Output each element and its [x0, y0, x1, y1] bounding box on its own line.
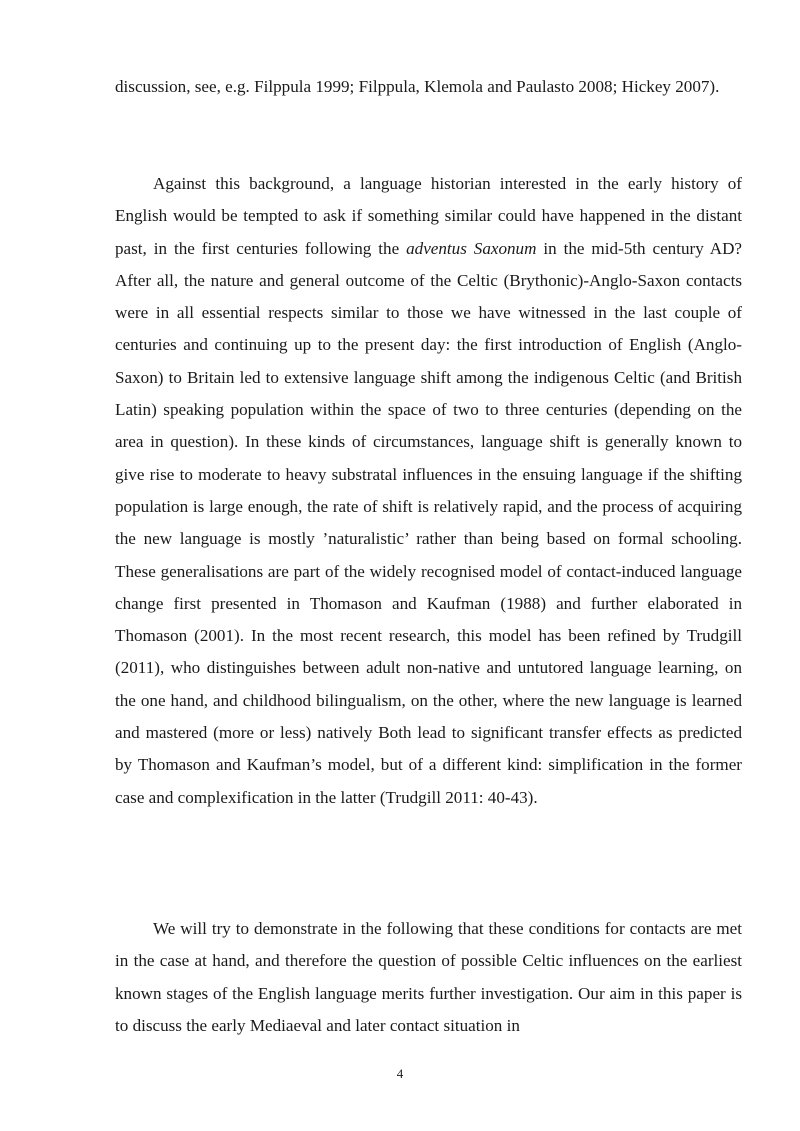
- paragraph-text-start: Against this background, a language historian interested in the early history of English would be tempted to ask if something similar could have happened in the distant past, in the first centuries following the: [115, 174, 742, 258]
- page-number: 4: [396, 1066, 404, 1081]
- italic-term: adventus Saxonum: [406, 238, 537, 258]
- paragraph-background: [115, 168, 742, 814]
- paragraph-continuation: discussion, see, e.g. Filppula 1999; Filppula, Klemola and Paulasto 2008; Hickey 2007).: [115, 77, 720, 96]
- paragraph-text-end: in the mid-5th century AD? After all, the nature and general outcome of the Celtic (Brythonic)-Anglo-Saxon contacts were in all essential respects similar to those we have witnessed in the last couple of centuries and continuing up to the present day: the first introduction of English (Anglo-Saxon) to Britain led to extensive language shift among the indigenous Celtic (and British Latin) speaking population within the space of two to three centuries (depending on the area in question). In these kinds of circumstances, language shift is generally known to give rise to moderate to heavy substratal influences in the ensuing language if the shifting population is large enough, the rate of shift is relatively rapid, and the process of acquiring the new language is mostly ’naturalistic’ rather than being based on formal schooling. These generalisations are part of the widely recognised model of contact-induced language change first presented in Thomason and Kaufman (1988) and further elaborated in Thomason (2001). In the most recent research, this model has been refined by Trudgill (2011), who distinguishes between adult non-native and untutored language learning, on the one hand, and childhood bilingualism, on the other, where the new language is learned and mastered (more or less) natively Both lead to significant transfer effects as predicted by Thomason and Kaufman’s model, but of a different kind: simplification in the former case and complexification in the latter (Trudgill 2011: 40-43).: [115, 238, 742, 807]
- paragraph-aim: We will try to demonstrate in the following that these conditions for contacts are met in the case at hand, and therefore the question of possible Celtic influences on the earliest known stages of the English language merits further investigation. Our aim in this paper is to discuss the early Mediaeval and later contact situation in: [115, 919, 742, 1035]
